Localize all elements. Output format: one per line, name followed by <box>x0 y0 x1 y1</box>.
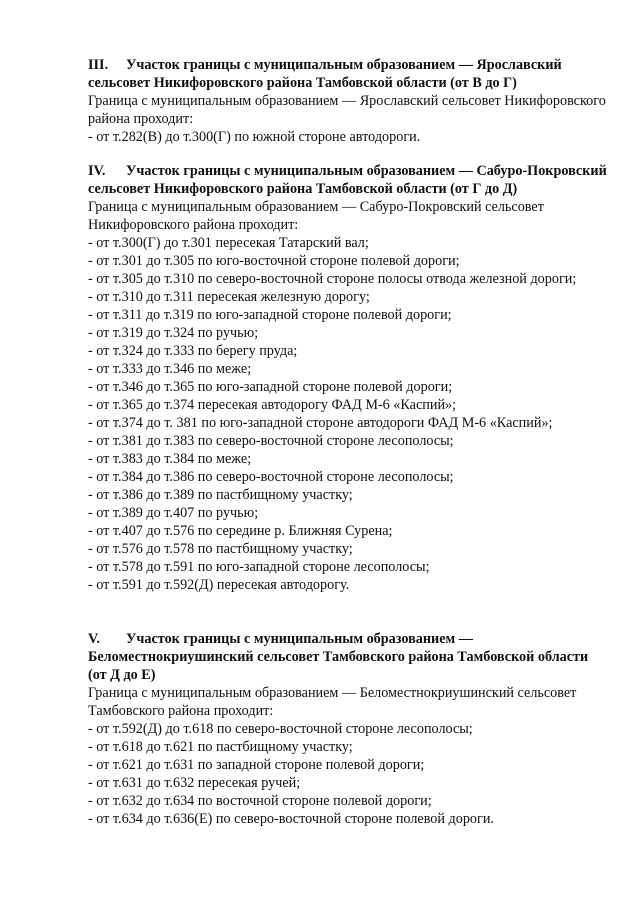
boundary-item: - от т.346 до т.365 по юго-западной стороне полевой дороги; <box>88 379 453 395</box>
section-heading-text: Участок границы с муниципальным образованием — Сабуро-Покровский сельсовет Никифоровского района Тамбовской области (от Г до Д) <box>88 163 607 197</box>
section-heading-text: Участок границы с муниципальным образованием — Беломестнокриушинский сельсовет Тамбовского района Тамбовской области (от Д до Е) <box>88 631 589 683</box>
boundary-list <box>88 128 608 146</box>
boundary-item: - от т.324 до т.333 по берегу пруда; <box>88 343 298 359</box>
boundary-item: - от т.389 до т.407 по ручью; <box>88 505 259 521</box>
boundary-item: - от т.618 до т.621 по пастбищному участку; <box>88 739 353 755</box>
boundary-item: - от т.310 до т.311 пересекая железную дорогу; <box>88 289 370 305</box>
boundary-item: - от т.365 до т.374 пересекая автодорогу ФАД М-6 «Каспий»; <box>88 397 457 413</box>
boundary-list <box>88 720 608 828</box>
boundary-item: - от т.592(Д) до т.618 по северо-восточной стороне лесополосы; <box>88 721 473 737</box>
boundary-item: - от т.591 до т.592(Д) пересекая автодорогу. <box>88 577 350 593</box>
section-heading <box>88 56 608 92</box>
boundary-item: - от т.631 до т.632 пересекая ручей; <box>88 775 301 791</box>
boundary-item: - от т.634 до т.636(Е) по северо-восточной стороне полевой дороги. <box>88 811 494 827</box>
boundary-item: - от т.311 до т.319 по юго-западной стороне полевой дороги; <box>88 307 452 323</box>
boundary-item: - от т.381 до т.383 по северо-восточной стороне лесополосы; <box>88 433 454 449</box>
boundary-item: - от т.282(В) до т.300(Г) по южной стороне автодороги. <box>88 129 421 145</box>
boundary-item: - от т.333 до т.346 по меже; <box>88 361 252 377</box>
boundary-item: - от т.301 до т.305 по юго-восточной стороне полевой дороги; <box>88 253 460 269</box>
section-number: IV. <box>88 163 106 179</box>
section-intro: Граница с муниципальным образованием — Беломестнокриушинский сельсовет Тамбовского района проходит: <box>88 685 577 719</box>
section-number: III. <box>88 57 109 73</box>
section-iv <box>88 162 608 594</box>
boundary-item: - от т.305 до т.310 по северо-восточной стороне полосы отвода железной дороги; <box>88 271 577 287</box>
boundary-item: - от т.374 до т. 381 по юго-западной стороне автодороги ФАД М-6 «Каспий»; <box>88 415 553 431</box>
boundary-item: - от т.632 до т.634 по восточной стороне полевой дороги; <box>88 793 432 809</box>
section-intro: Граница с муниципальным образованием — Ярославский сельсовет Никифоровского района проходит: <box>88 93 606 127</box>
section-heading-text: Участок границы с муниципальным образованием — Ярославский сельсовет Никифоровского района Тамбовской области (от В до Г) <box>88 57 562 91</box>
boundary-item: - от т.383 до т.384 по меже; <box>88 451 252 467</box>
section-number: V. <box>88 631 100 647</box>
section-heading <box>88 630 608 684</box>
boundary-item: - от т.576 до т.578 по пастбищному участку; <box>88 541 353 557</box>
boundary-item: - от т.319 до т.324 по ручью; <box>88 325 259 341</box>
boundary-item: - от т.578 до т.591 по юго-западной стороне лесополосы; <box>88 559 430 575</box>
section-intro: Граница с муниципальным образованием — Сабуро-Покровский сельсовет Никифоровского района проходит: <box>88 199 544 233</box>
section-heading <box>88 162 608 198</box>
boundary-list <box>88 234 608 594</box>
boundary-item: - от т.407 до т.576 по середине р. Ближняя Сурена; <box>88 523 393 539</box>
boundary-item: - от т.386 до т.389 по пастбищному участку; <box>88 487 353 503</box>
section-v <box>88 630 608 828</box>
boundary-item: - от т.621 до т.631 по западной стороне полевой дороги; <box>88 757 425 773</box>
boundary-item: - от т.300(Г) до т.301 пересекая Татарский вал; <box>88 235 369 251</box>
section-iii <box>88 56 608 146</box>
boundary-item: - от т.384 до т.386 по северо-восточной стороне лесополосы; <box>88 469 454 485</box>
